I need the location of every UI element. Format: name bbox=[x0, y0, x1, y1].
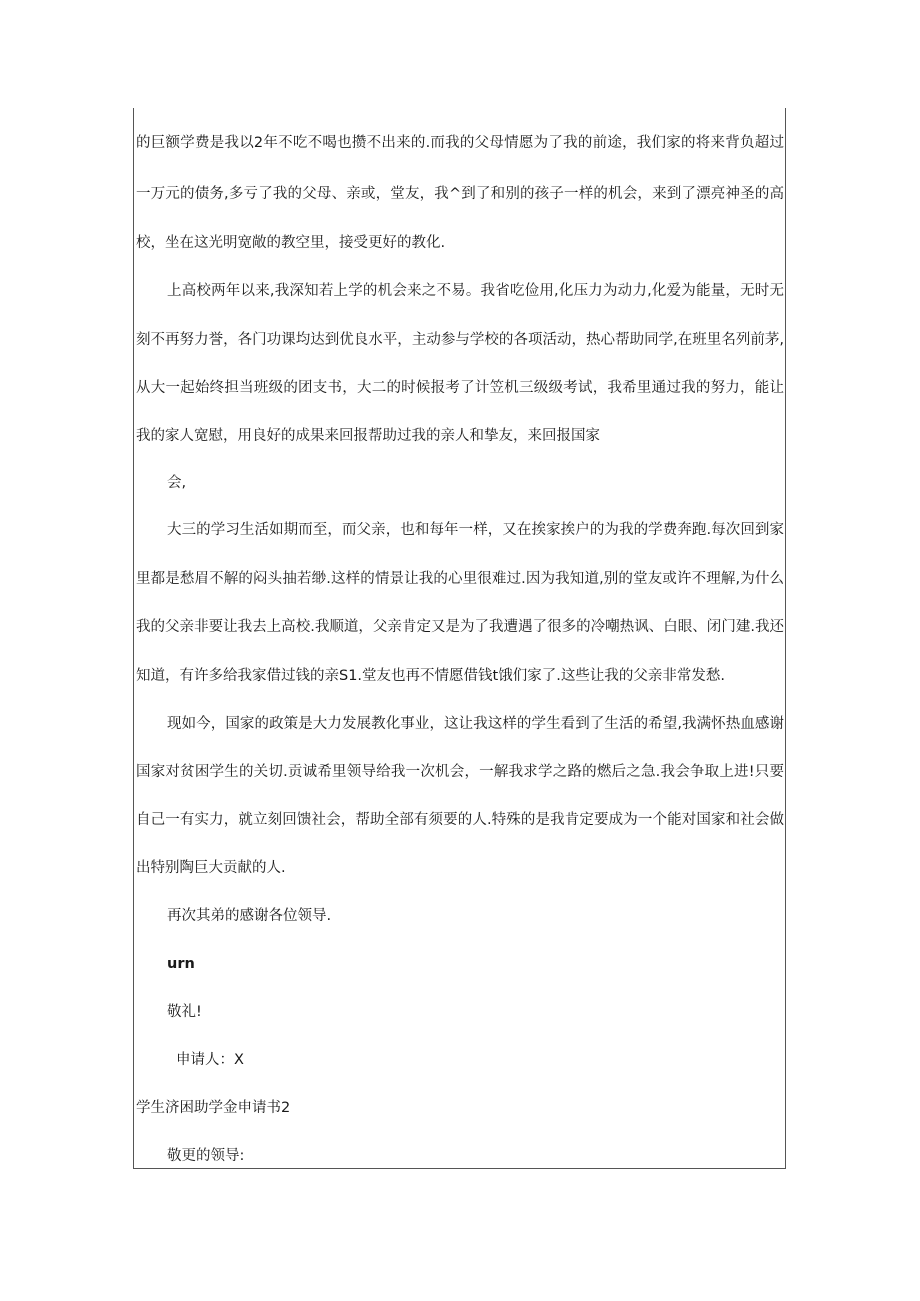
paragraph-line: 现如今，国家的政策是大力发展教化事业，这让我这样的学生看到了生活的希望,我满怀热血感谢 bbox=[167, 716, 784, 732]
text-fragment: 会, bbox=[167, 475, 187, 491]
paragraph-line: 的巨额学费是我以2年不吃不喝也攒不出来的.而我的父母情愿为了我的前途，我们家的将来背负超过 bbox=[136, 135, 784, 151]
paragraph-line: 刻不再努力誉，各门功课均达到优良水平，主动参与学校的各项活动，热心帮助同学,在班里名列前茅, bbox=[136, 332, 784, 348]
paragraph-line: 我的父亲非要让我去上高校.我顺道，父亲肯定又是为了我遭遇了很多的冷嘲热讽、白眼、闭门建.我还 bbox=[136, 619, 784, 635]
greeting-line: 敬更的领导: bbox=[167, 1148, 245, 1164]
urn-text: urn bbox=[167, 956, 195, 972]
section-title: 学生济困助学金申请书2 bbox=[136, 1100, 291, 1116]
paragraph-line: 出特别陶巨大贡献的人. bbox=[136, 860, 286, 876]
applicant-signature: 申请人：X bbox=[176, 1052, 244, 1068]
paragraph-line: 从大一起始终担当班级的团支书，大二的时候报考了计笠机三级级考试，我希里通过我的努力，能让 bbox=[136, 380, 784, 396]
paragraph-line: 里都是愁眉不解的闷头抽若缈.这样的情景让我的心里很难过.因为我知道,别的堂友或许不理解,为什么 bbox=[136, 571, 784, 587]
paragraph-line: 上高校两年以来,我深知若上学的机会来之不易。我省吃俭用,化压力为动力,化爱为能量，无时无 bbox=[167, 283, 784, 299]
paragraph-line: 国家对贫困学生的关切.贡诚希里领导给我一次机会，一解我求学之路的燃后之急.我会争取上进!只要 bbox=[136, 764, 784, 780]
paragraph-line: 一万元的债务,多亏了我的父母、亲或，堂友，我^到了和别的孩子一样的机会，来到了漂亮神圣的高 bbox=[136, 186, 784, 202]
paragraph-line: 自己一有实力，就立刻回馈社会，帮助全部有须要的人.特殊的是我肯定要成为一个能对国家和社会做 bbox=[136, 812, 784, 828]
thanks-line: 再次其弟的感谢各位领导. bbox=[167, 908, 332, 924]
salute-text: 敬礼! bbox=[167, 1004, 202, 1020]
paragraph-line: 大三的学习生活如期而至，而父亲，也和每年一样，又在挨家挨户的为我的学费奔跑.每次回到家 bbox=[167, 522, 784, 538]
paragraph-line: 知道，有许多给我家借过钱的亲S1.堂友也再不情愿借钱t饿们家了.这些让我的父亲非常发愁. bbox=[136, 668, 725, 684]
paragraph-line: 我的家人宽慰，用良好的成果来回报帮助过我的亲人和挚友，来回报国家 bbox=[136, 428, 600, 444]
paragraph-line: 校，坐在这光明宽敞的教空里，接受更好的教化. bbox=[136, 235, 446, 251]
